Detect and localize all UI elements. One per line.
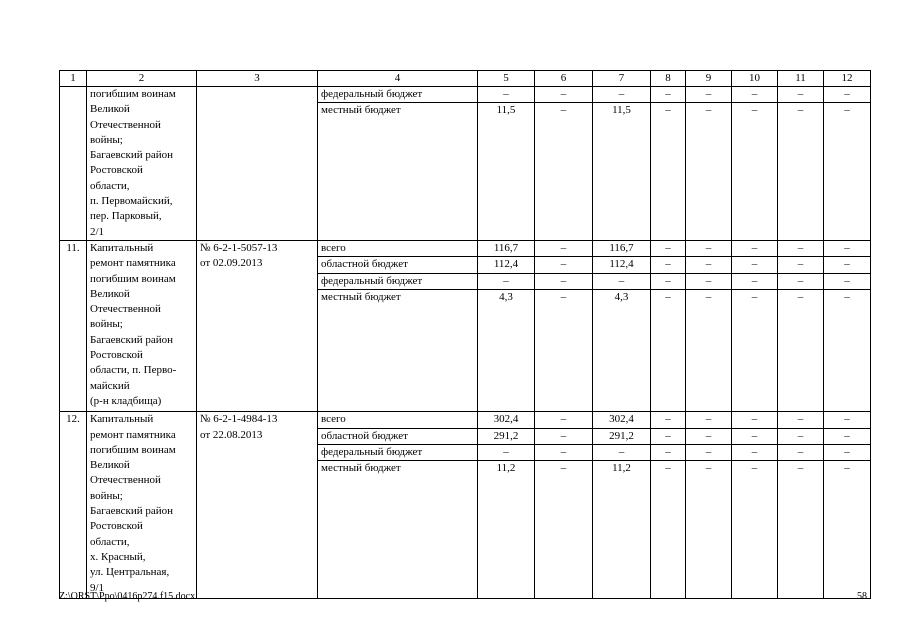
object-name-line: Капитальный — [90, 413, 154, 426]
value-cell-5: 112,4 — [478, 257, 535, 273]
value-cell-10: – — [732, 428, 778, 444]
budget-label: областной бюджет — [318, 428, 478, 444]
value-cell-6: – — [535, 289, 593, 411]
value-cell-11: – — [778, 257, 824, 273]
header-cell: 8 — [651, 71, 686, 87]
value-cell-11: – — [778, 87, 824, 103]
value-cell-9: – — [686, 273, 732, 289]
value-cell-12: – — [824, 87, 871, 103]
table-row-11 — [60, 240, 871, 411]
header-cell: 6 — [535, 71, 593, 87]
value-cell-12: – — [824, 289, 871, 411]
footer-file-path: Z:\ORST\Ppo\0416p274.f15.docx — [59, 591, 196, 602]
value-cell-7: – — [593, 273, 651, 289]
value-cell-11: – — [778, 103, 824, 241]
document-line: от 22.08.2013 — [200, 428, 263, 441]
budget-label: местный бюджет — [318, 103, 478, 241]
table-row-12 — [60, 412, 871, 599]
value-cell-7: 116,7 — [593, 240, 651, 256]
document-cell — [197, 240, 318, 411]
object-name-line: области, — [90, 535, 130, 548]
value-cell-5: – — [478, 444, 535, 460]
object-name-line: Отечественной — [90, 474, 161, 487]
object-name-line: 9/1 — [90, 581, 105, 594]
value-cell-10: – — [732, 103, 778, 241]
budget-table — [59, 70, 871, 599]
value-cell-6: – — [535, 444, 593, 460]
value-cell-5: 11,5 — [478, 103, 535, 241]
object-name-line: Ростовской — [90, 349, 143, 362]
value-cell-7: 4,3 — [593, 289, 651, 411]
object-name-line: Багаевский район — [90, 149, 174, 162]
header-cell: 10 — [732, 71, 778, 87]
value-cell-10: – — [732, 289, 778, 411]
value-cell-9: – — [686, 412, 732, 428]
object-name-line: Капитальный — [90, 241, 154, 254]
value-cell-5: 302,4 — [478, 412, 535, 428]
header-cell: 3 — [197, 71, 318, 87]
value-cell-10: – — [732, 273, 778, 289]
object-name-line: Великой — [90, 103, 130, 116]
budget-label: местный бюджет — [318, 461, 478, 599]
value-cell-9: – — [686, 444, 732, 460]
value-cell-11: – — [778, 444, 824, 460]
value-cell-7: – — [593, 444, 651, 460]
object-name-line: ремонт памятника — [90, 428, 176, 441]
value-cell-6: – — [535, 87, 593, 103]
value-cell-8: – — [651, 257, 686, 273]
object-name-line: пер. Парковый, — [90, 210, 162, 223]
object-name-line: войны; — [90, 489, 123, 502]
row-number-cell: 12. — [60, 412, 87, 599]
value-cell-11: – — [778, 289, 824, 411]
value-cell-6: – — [535, 240, 593, 256]
document-cell — [197, 87, 318, 241]
budget-label: федеральный бюджет — [318, 273, 478, 289]
object-name-line: Отечественной — [90, 303, 161, 316]
budget-label: федеральный бюджет — [318, 444, 478, 460]
value-cell-7: 11,5 — [593, 103, 651, 241]
value-cell-11: – — [778, 461, 824, 599]
value-cell-9: – — [686, 103, 732, 241]
object-name-line: 2/1 — [90, 225, 105, 238]
object-name-line: погибшим воинам — [90, 272, 176, 285]
header-cell: 2 — [87, 71, 197, 87]
value-cell-10: – — [732, 87, 778, 103]
document-line: от 02.09.2013 — [200, 257, 263, 270]
header-cell: 12 — [824, 71, 871, 87]
value-cell-9: – — [686, 87, 732, 103]
row-number-cell — [60, 87, 87, 241]
header-cell: 9 — [686, 71, 732, 87]
value-cell-12: – — [824, 273, 871, 289]
value-cell-9: – — [686, 240, 732, 256]
value-cell-10: – — [732, 257, 778, 273]
page-number: 58 — [857, 591, 867, 602]
value-cell-7: 302,4 — [593, 412, 651, 428]
value-cell-10: – — [732, 240, 778, 256]
header-cell: 5 — [478, 71, 535, 87]
object-name-line: Великой — [90, 459, 130, 472]
value-cell-5: 11,2 — [478, 461, 535, 599]
value-cell-10: – — [732, 444, 778, 460]
value-cell-11: – — [778, 412, 824, 428]
object-name-line: Великой — [90, 287, 130, 300]
object-name-line: войны; — [90, 133, 123, 146]
value-cell-12: – — [824, 240, 871, 256]
value-cell-9: – — [686, 289, 732, 411]
value-cell-9: – — [686, 428, 732, 444]
object-name-line: погибшим воинам — [90, 443, 176, 456]
value-cell-8: – — [651, 412, 686, 428]
value-cell-8: – — [651, 273, 686, 289]
value-cell-7: 11,2 — [593, 461, 651, 599]
table-row-continued — [60, 87, 871, 241]
value-cell-8: – — [651, 240, 686, 256]
document-line: № 6-2-1-4984-13 — [200, 413, 278, 426]
budget-label: областной бюджет — [318, 257, 478, 273]
budget-label: федеральный бюджет — [318, 87, 478, 103]
object-name-line: области, — [90, 179, 130, 192]
object-name-line: Отечественной — [90, 118, 161, 131]
value-cell-8: – — [651, 289, 686, 411]
value-cell-8: – — [651, 428, 686, 444]
header-cell: 11 — [778, 71, 824, 87]
value-cell-8: – — [651, 444, 686, 460]
value-cell-12: – — [824, 103, 871, 241]
value-cell-6: – — [535, 257, 593, 273]
value-cell-6: – — [535, 428, 593, 444]
value-cell-11: – — [778, 428, 824, 444]
object-name-line: х. Красный, — [90, 550, 146, 563]
value-cell-12: – — [824, 444, 871, 460]
object-name-line: майский — [90, 379, 130, 392]
value-cell-6: – — [535, 461, 593, 599]
object-name-cell — [87, 240, 197, 411]
value-cell-5: 291,2 — [478, 428, 535, 444]
budget-label: местный бюджет — [318, 289, 478, 411]
value-cell-12: – — [824, 428, 871, 444]
object-name-line: области, п. Перво- — [90, 364, 177, 377]
object-name-line: войны; — [90, 318, 123, 331]
value-cell-6: – — [535, 103, 593, 241]
object-name-line: Багаевский район — [90, 333, 174, 346]
object-name-line: (р-н кладбища) — [90, 394, 162, 407]
value-cell-5: 116,7 — [478, 240, 535, 256]
value-cell-10: – — [732, 461, 778, 599]
value-cell-11: – — [778, 273, 824, 289]
value-cell-11: – — [778, 240, 824, 256]
value-cell-8: – — [651, 461, 686, 599]
header-cell: 4 — [318, 71, 478, 87]
object-name-cell — [87, 412, 197, 599]
value-cell-8: – — [651, 103, 686, 241]
document-line: № 6-2-1-5057-13 — [200, 241, 278, 254]
header-cell: 1 — [60, 71, 87, 87]
object-name-line: Ростовской — [90, 164, 143, 177]
value-cell-9: – — [686, 461, 732, 599]
budget-line — [60, 412, 871, 428]
header-row — [60, 71, 871, 87]
object-name-line: погибшим воинам — [90, 88, 176, 100]
object-name-line: Багаевский район — [90, 505, 174, 518]
value-cell-5: – — [478, 87, 535, 103]
object-name-line: ул. Центральная, — [90, 566, 170, 579]
value-cell-5: 4,3 — [478, 289, 535, 411]
value-cell-12: – — [824, 412, 871, 428]
budget-line — [60, 87, 871, 103]
value-cell-8: – — [651, 87, 686, 103]
value-cell-7: 112,4 — [593, 257, 651, 273]
value-cell-10: – — [732, 412, 778, 428]
budget-line — [60, 240, 871, 256]
value-cell-5: – — [478, 273, 535, 289]
value-cell-12: – — [824, 461, 871, 599]
value-cell-6: – — [535, 412, 593, 428]
value-cell-9: – — [686, 257, 732, 273]
row-number-cell: 11. — [60, 240, 87, 411]
budget-label: всего — [318, 240, 478, 256]
object-name-line: Ростовской — [90, 520, 143, 533]
object-name-cell — [87, 87, 197, 241]
header-cell: 7 — [593, 71, 651, 87]
value-cell-12: – — [824, 257, 871, 273]
value-cell-7: – — [593, 87, 651, 103]
object-name-line: п. Первомайский, — [90, 195, 173, 208]
object-name-line: ремонт памятника — [90, 257, 176, 270]
value-cell-6: – — [535, 273, 593, 289]
document-cell — [197, 412, 318, 599]
value-cell-7: 291,2 — [593, 428, 651, 444]
budget-label: всего — [318, 412, 478, 428]
